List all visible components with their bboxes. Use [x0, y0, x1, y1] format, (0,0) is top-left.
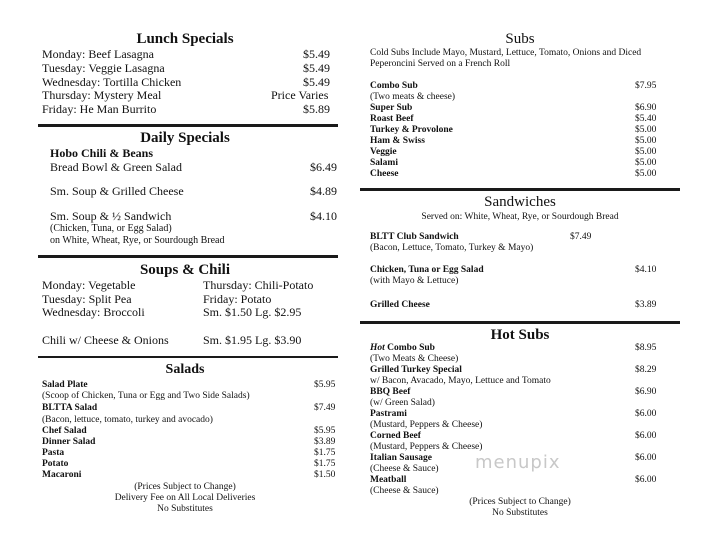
salad-item-price: $5.95 [314, 426, 336, 436]
corned-beef-note: (Mustard, Peppers & Cheese) [370, 442, 483, 452]
lunch-item-price: $5.49 [303, 75, 330, 89]
salad-item-price: $1.50 [314, 470, 336, 480]
hot-combo-price: $8.95 [635, 343, 657, 353]
sub-item-price: $6.90 [635, 103, 657, 113]
salad-item-name: Macaroni [42, 470, 82, 480]
italian-sausage-note: (Cheese & Sauce) [370, 464, 439, 474]
salad-item-note: (Bacon, lettuce, tomato, turkey and avocado) [42, 415, 213, 425]
sub-item-name: Ham & Swiss [370, 136, 425, 146]
salad-item-price: $1.75 [314, 459, 336, 469]
soup-wednesday: Wednesday: Broccoli [42, 305, 145, 319]
lunch-specials-title: Lunch Specials [136, 31, 234, 47]
hot-combo-label: Combo Sub [384, 343, 435, 353]
sub-item-name: Cheese [370, 169, 399, 179]
section-divider [360, 188, 680, 191]
prices-subject-to-change: (Prices Subject to Change) [134, 482, 236, 492]
salad-item-price: $3.89 [314, 437, 336, 447]
salad-item-name: Potato [42, 459, 69, 469]
pastrami: Pastrami [370, 409, 407, 419]
salad-item-name: Chef Salad [42, 426, 87, 436]
pastrami-note: (Mustard, Peppers & Cheese) [370, 420, 483, 430]
soup-half-sandwich-price: $4.10 [310, 209, 337, 223]
lunch-item-name: Tuesday: Veggie Lasagna [42, 61, 165, 75]
bbq-beef: BBQ Beef [370, 387, 411, 397]
soup-half-sandwich: Sm. Soup & ½ Sandwich [50, 209, 172, 223]
soup-sizes: Sm. $1.50 Lg. $2.95 [203, 305, 302, 319]
soup-friday: Friday: Potato [203, 292, 272, 306]
salad-item-name: BLTTA Salad [42, 403, 98, 413]
sub-item-price: $5.00 [635, 169, 657, 179]
lunch-item-price: $5.49 [303, 61, 330, 75]
meatball: Meatball [370, 475, 407, 485]
sub-item-name: Roast Beef [370, 114, 414, 124]
chili-cheese-onions: Chili w/ Cheese & Onions [42, 333, 169, 347]
soups-chili-title: Soups & Chili [139, 262, 231, 278]
lunch-item-name: Friday: He Man Burrito [42, 102, 157, 116]
subs-intro-cont: Peperoncini Served on a French Roll [370, 59, 511, 69]
section-divider [38, 356, 338, 358]
delivery-fee-note: Delivery Fee on All Local Deliveries [114, 493, 256, 503]
grilled-turkey-note: w/ Bacon, Avacado, Mayo, Lettuce and Tomato [370, 376, 551, 386]
bread-bowl-price: $6.49 [310, 160, 337, 174]
sub-item-name: Super Sub [370, 103, 413, 113]
bbq-beef-note: (w/ Green Salad) [370, 398, 435, 408]
sub-item-price: $5.40 [635, 114, 657, 124]
italian-sausage-price: $6.00 [635, 453, 657, 463]
salad-sandwich: Chicken, Tuna or Egg Salad [370, 265, 484, 275]
subs-intro: Cold Subs Include Mayo, Mustard, Lettuce, Tomato, Onions and Diced [370, 48, 642, 58]
chili-cheese-onions-price: Sm. $1.95 Lg. $3.90 [203, 333, 302, 347]
section-divider [38, 255, 338, 258]
bltt-club-sandwich: BLTT Club Sandwich [370, 232, 459, 242]
sandwiches-title: Sandwiches [484, 194, 556, 210]
sub-item-price: $5.00 [635, 136, 657, 146]
salads-title: Salads [165, 362, 205, 377]
grilled-cheese: Grilled Cheese [370, 300, 430, 310]
meatball-price: $6.00 [635, 475, 657, 485]
combo-sub: Combo Sub [370, 81, 418, 91]
sub-item-name: Veggie [370, 147, 397, 157]
lunch-item-name: Wednesday: Tortilla Chicken [42, 75, 182, 89]
grilled-turkey-price: $8.29 [635, 365, 657, 375]
salad-item-name: Dinner Salad [42, 437, 96, 447]
lunch-item-price: $5.49 [303, 47, 330, 61]
salad-item-name: Salad Plate [42, 380, 88, 390]
hot-label: Hot [370, 343, 385, 353]
corned-beef: Corned Beef [370, 431, 421, 441]
salad-item-note: (Scoop of Chicken, Tuna or Egg and Two Side Salads) [42, 391, 250, 401]
pastrami-price: $6.00 [635, 409, 657, 419]
hot-subs-title: Hot Subs [490, 327, 550, 343]
grilled-cheese-price: $3.89 [635, 300, 657, 310]
salad-item-name: Pasta [42, 448, 65, 458]
hot-combo-note: (Two Meats & Cheese) [370, 354, 459, 364]
salad-item-price: $5.95 [314, 380, 336, 390]
corned-beef-price: $6.00 [635, 431, 657, 441]
soup-thursday: Thursday: Chili-Potato [203, 278, 314, 292]
soup-grilled-cheese-price: $4.89 [310, 184, 337, 198]
sub-item-price: $5.00 [635, 125, 657, 135]
subs-title: Subs [505, 31, 535, 47]
salad-item-price: $7.49 [314, 403, 336, 413]
soup-sandwich-note: (Chicken, Tuna, or Egg Salad) [50, 223, 172, 234]
hot-combo-sub [370, 343, 435, 353]
sub-item-name: Salami [370, 158, 398, 168]
sub-item-price: $5.00 [635, 158, 657, 168]
no-substitutes: No Substitutes [157, 504, 213, 514]
sub-item-price: $5.00 [635, 147, 657, 157]
meatball-note: (Cheese & Sauce) [370, 486, 439, 496]
bltt-club-price: $7.49 [570, 232, 592, 242]
hot-no-substitutes: No Substitutes [492, 508, 548, 518]
salad-sandwich-price: $4.10 [635, 265, 657, 275]
section-divider [38, 124, 338, 127]
soup-tuesday: Tuesday: Split Pea [42, 292, 132, 306]
sub-item-name: Turkey & Provolone [370, 125, 453, 135]
sandwiches-served-on: Served on: White, Wheat, Rye, or Sourdough Bread [421, 212, 619, 222]
hobo-chili: Hobo Chili & Beans [50, 146, 154, 160]
combo-sub-price: $7.95 [635, 81, 657, 91]
combo-sub-note: (Two meats & cheese) [370, 92, 456, 102]
salad-item-price: $1.75 [314, 448, 336, 458]
hot-prices-subject-to-change: (Prices Subject to Change) [469, 497, 571, 507]
bltt-club-note: (Bacon, Lettuce, Tomato, Turkey & Mayo) [370, 243, 534, 253]
bbq-beef-price: $6.90 [635, 387, 657, 397]
grilled-turkey-special: Grilled Turkey Special [370, 365, 462, 375]
soup-monday: Monday: Vegetable [42, 278, 136, 292]
daily-specials-title: Daily Specials [140, 130, 230, 146]
watermark-logo: menupix [475, 452, 561, 473]
soup-sandwich-bread-note: on White, Wheat, Rye, or Sourdough Bread [50, 235, 225, 246]
italian-sausage: Italian Sausage [370, 453, 433, 463]
soup-grilled-cheese: Sm. Soup & Grilled Cheese [50, 184, 184, 198]
salad-sandwich-note: (with Mayo & Lettuce) [370, 276, 459, 286]
bread-bowl: Bread Bowl & Green Salad [50, 160, 182, 174]
section-divider [360, 321, 680, 324]
lunch-item-price: Price Varies [271, 88, 329, 102]
lunch-item-name: Thursday: Mystery Meal [42, 88, 162, 102]
lunch-item-price: $5.89 [303, 102, 330, 116]
lunch-item-name: Monday: Beef Lasagna [42, 47, 154, 61]
